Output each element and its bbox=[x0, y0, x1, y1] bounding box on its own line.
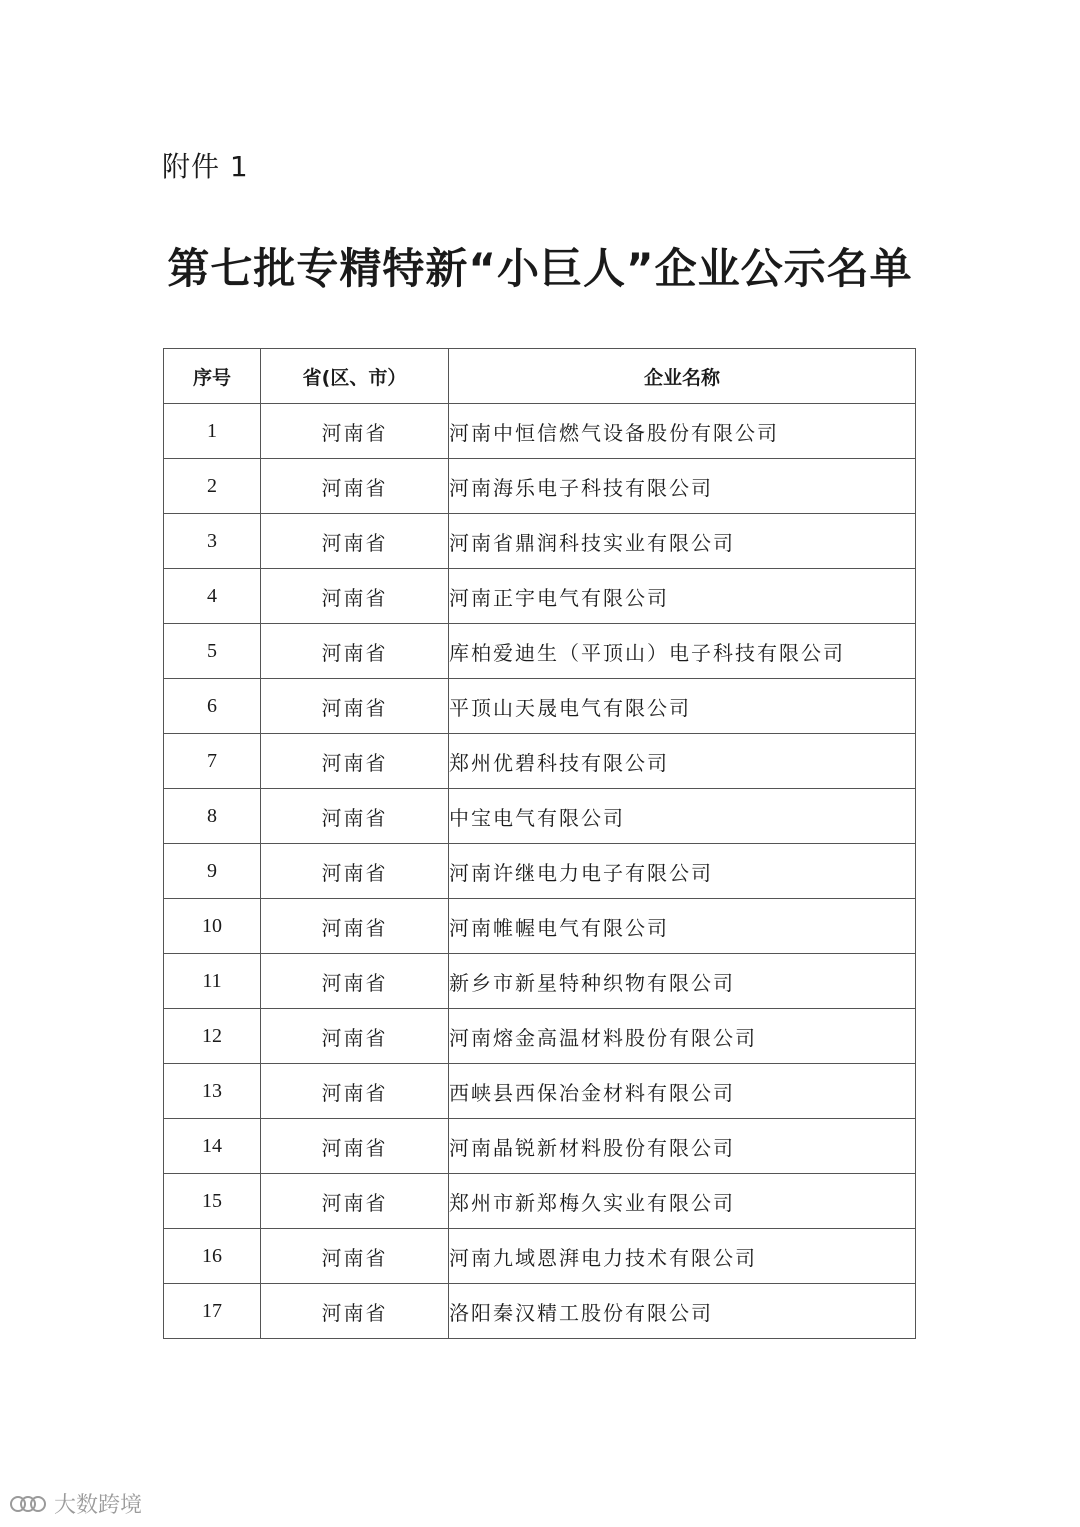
row-province: 河南省 bbox=[261, 734, 449, 789]
table-row bbox=[164, 1174, 916, 1229]
row-province: 河南省 bbox=[261, 1284, 449, 1339]
row-company-name: 河南熔金高温材料股份有限公司 bbox=[449, 1009, 916, 1064]
table-row bbox=[164, 1009, 916, 1064]
row-company-name: 河南海乐电子科技有限公司 bbox=[449, 459, 916, 514]
row-index: 1 bbox=[164, 404, 261, 459]
table-row bbox=[164, 569, 916, 624]
row-company-name: 河南省鼎润科技实业有限公司 bbox=[449, 514, 916, 569]
row-index: 15 bbox=[164, 1174, 261, 1229]
table-row bbox=[164, 404, 916, 459]
table-row bbox=[164, 899, 916, 954]
row-province: 河南省 bbox=[261, 1229, 449, 1284]
row-index: 17 bbox=[164, 1284, 261, 1339]
row-company-name: 河南晶锐新材料股份有限公司 bbox=[449, 1119, 916, 1174]
row-province: 河南省 bbox=[261, 1119, 449, 1174]
table-row bbox=[164, 1229, 916, 1284]
row-province: 河南省 bbox=[261, 459, 449, 514]
row-company-name: 洛阳秦汉精工股份有限公司 bbox=[449, 1284, 916, 1339]
header-province: 省(区、市） bbox=[261, 349, 449, 404]
header-index: 序号 bbox=[164, 349, 261, 404]
table-row bbox=[164, 734, 916, 789]
row-index: 13 bbox=[164, 1064, 261, 1119]
row-company-name: 郑州优碧科技有限公司 bbox=[449, 734, 916, 789]
table-body bbox=[164, 404, 916, 1339]
row-index: 14 bbox=[164, 1119, 261, 1174]
table-row bbox=[164, 1284, 916, 1339]
chain-link-logo-icon bbox=[8, 1493, 48, 1515]
row-company-name: 郑州市新郑梅久实业有限公司 bbox=[449, 1174, 916, 1229]
row-index: 3 bbox=[164, 514, 261, 569]
row-company-name: 河南九域恩湃电力技术有限公司 bbox=[449, 1229, 916, 1284]
row-province: 河南省 bbox=[261, 679, 449, 734]
row-province: 河南省 bbox=[261, 624, 449, 679]
row-province: 河南省 bbox=[261, 1174, 449, 1229]
table-row bbox=[164, 954, 916, 1009]
watermark bbox=[8, 1488, 142, 1519]
row-company-name: 中宝电气有限公司 bbox=[449, 789, 916, 844]
table-row bbox=[164, 459, 916, 514]
row-index: 12 bbox=[164, 1009, 261, 1064]
table-row bbox=[164, 514, 916, 569]
row-province: 河南省 bbox=[261, 404, 449, 459]
row-company-name: 河南许继电力电子有限公司 bbox=[449, 844, 916, 899]
row-province: 河南省 bbox=[261, 1009, 449, 1064]
row-province: 河南省 bbox=[261, 1064, 449, 1119]
row-province: 河南省 bbox=[261, 954, 449, 1009]
row-province: 河南省 bbox=[261, 899, 449, 954]
row-province: 河南省 bbox=[261, 789, 449, 844]
table-row bbox=[164, 679, 916, 734]
row-company-name: 平顶山天晟电气有限公司 bbox=[449, 679, 916, 734]
row-company-name: 河南正宇电气有限公司 bbox=[449, 569, 916, 624]
table-row bbox=[164, 624, 916, 679]
row-index: 16 bbox=[164, 1229, 261, 1284]
row-index: 7 bbox=[164, 734, 261, 789]
row-company-name: 河南中恒信燃气设备股份有限公司 bbox=[449, 404, 916, 459]
attachment-label: 附件 1 bbox=[162, 150, 249, 183]
row-company-name: 库柏爱迪生（平顶山）电子科技有限公司 bbox=[449, 624, 916, 679]
row-province: 河南省 bbox=[261, 844, 449, 899]
table-row bbox=[164, 1064, 916, 1119]
watermark-text: 大数跨境 bbox=[54, 1493, 143, 1518]
row-index: 4 bbox=[164, 569, 261, 624]
row-index: 5 bbox=[164, 624, 261, 679]
row-province: 河南省 bbox=[261, 514, 449, 569]
row-index: 10 bbox=[164, 899, 261, 954]
row-index: 2 bbox=[164, 459, 261, 514]
document-title: 第七批专精特新“小巨人”企业公示名单 bbox=[167, 244, 913, 293]
row-company-name: 河南帷幄电气有限公司 bbox=[449, 899, 916, 954]
row-province: 河南省 bbox=[261, 569, 449, 624]
row-index: 8 bbox=[164, 789, 261, 844]
table-row bbox=[164, 1119, 916, 1174]
table-header-row bbox=[164, 349, 916, 404]
row-company-name: 西峡县西保冶金材料有限公司 bbox=[449, 1064, 916, 1119]
table-row bbox=[164, 844, 916, 899]
company-list-table bbox=[163, 348, 916, 1339]
row-index: 11 bbox=[164, 954, 261, 1009]
row-index: 6 bbox=[164, 679, 261, 734]
table-row bbox=[164, 789, 916, 844]
row-index: 9 bbox=[164, 844, 261, 899]
header-company-name: 企业名称 bbox=[449, 349, 916, 404]
row-company-name: 新乡市新星特种织物有限公司 bbox=[449, 954, 916, 1009]
